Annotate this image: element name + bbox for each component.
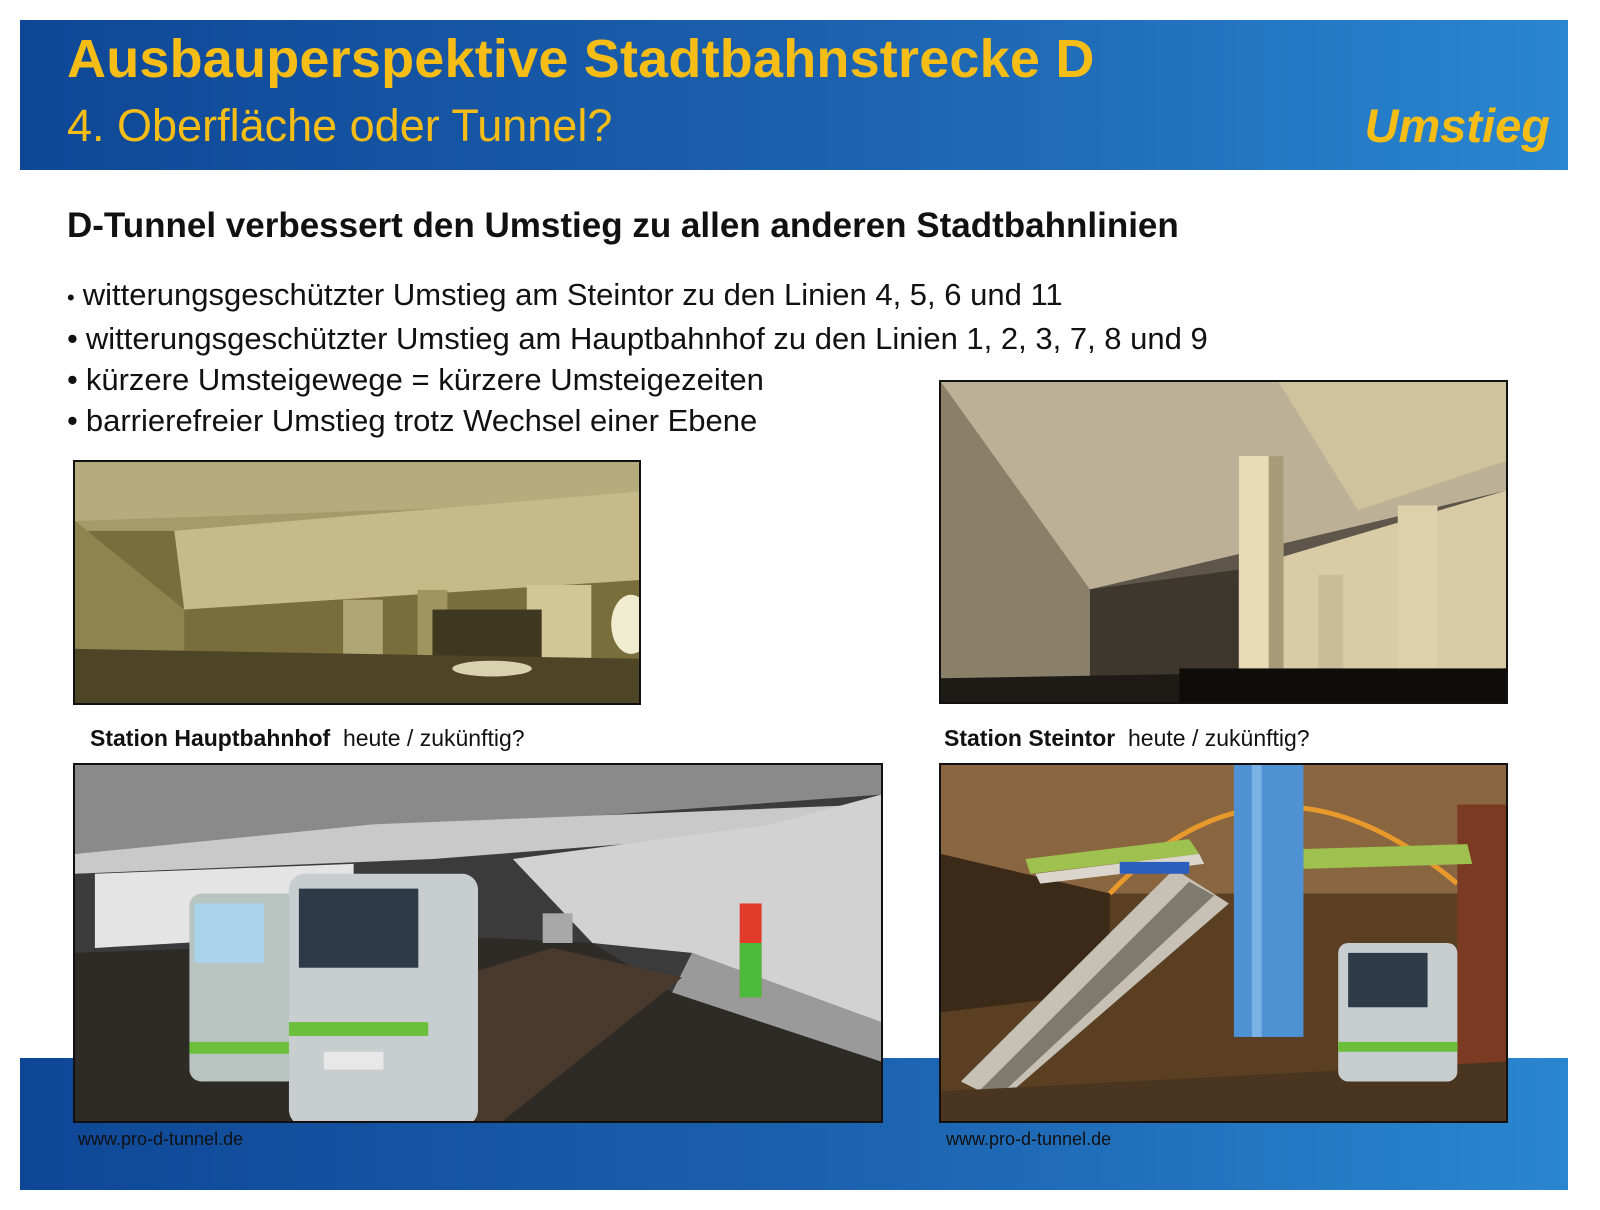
bullet-text: barrierefreier Umstieg trotz Wechsel einer Ebene xyxy=(85,403,758,438)
bullet-dot: • xyxy=(67,321,78,356)
station-name-steintor: Station Steintor xyxy=(944,725,1116,751)
rendering-steintor-future xyxy=(939,763,1508,1123)
bullet-dot: • xyxy=(67,285,75,310)
footer-url-left[interactable]: www.pro-d-tunnel.de xyxy=(78,1129,244,1149)
bullet-text: kürzere Umsteigewege = kürzere Umsteigezeiten xyxy=(85,362,764,397)
topic-label: Umstieg xyxy=(1364,99,1550,152)
slide-subtitle: 4. Oberfläche oder Tunnel? xyxy=(67,100,613,151)
caption-steintor xyxy=(944,725,1310,752)
slide-title: Ausbauperspektive Stadtbahnstrecke D xyxy=(67,29,1095,89)
photo-steintor-today xyxy=(939,380,1508,704)
rendering-hauptbahnhof-future xyxy=(73,763,883,1123)
bullet-text: witterungsgeschützter Umstieg am Steintor zu den Linien 4, 5, 6 und 11 xyxy=(82,277,1063,312)
caption-hauptbahnhof xyxy=(90,725,525,752)
bullet-item xyxy=(67,274,1208,318)
station-name-hauptbahnhof: Station Hauptbahnhof xyxy=(90,725,331,751)
bullet-dot: • xyxy=(67,403,78,438)
bullet-text: witterungsgeschützter Umstieg am Hauptbahnhof zu den Linien 1, 2, 3, 7, 8 und 9 xyxy=(85,321,1208,356)
footer-url-right[interactable]: www.pro-d-tunnel.de xyxy=(946,1129,1112,1149)
bullet-item xyxy=(67,318,1208,359)
section-heading: D-Tunnel verbessert den Umstieg zu allen anderen Stadtbahnlinien xyxy=(67,206,1179,245)
station-status-hauptbahnhof: heute / zukünftig? xyxy=(342,725,525,751)
station-status-steintor: heute / zukünftig? xyxy=(1128,725,1310,751)
bullet-dot: • xyxy=(67,362,78,397)
photo-hauptbahnhof-today xyxy=(73,460,641,705)
